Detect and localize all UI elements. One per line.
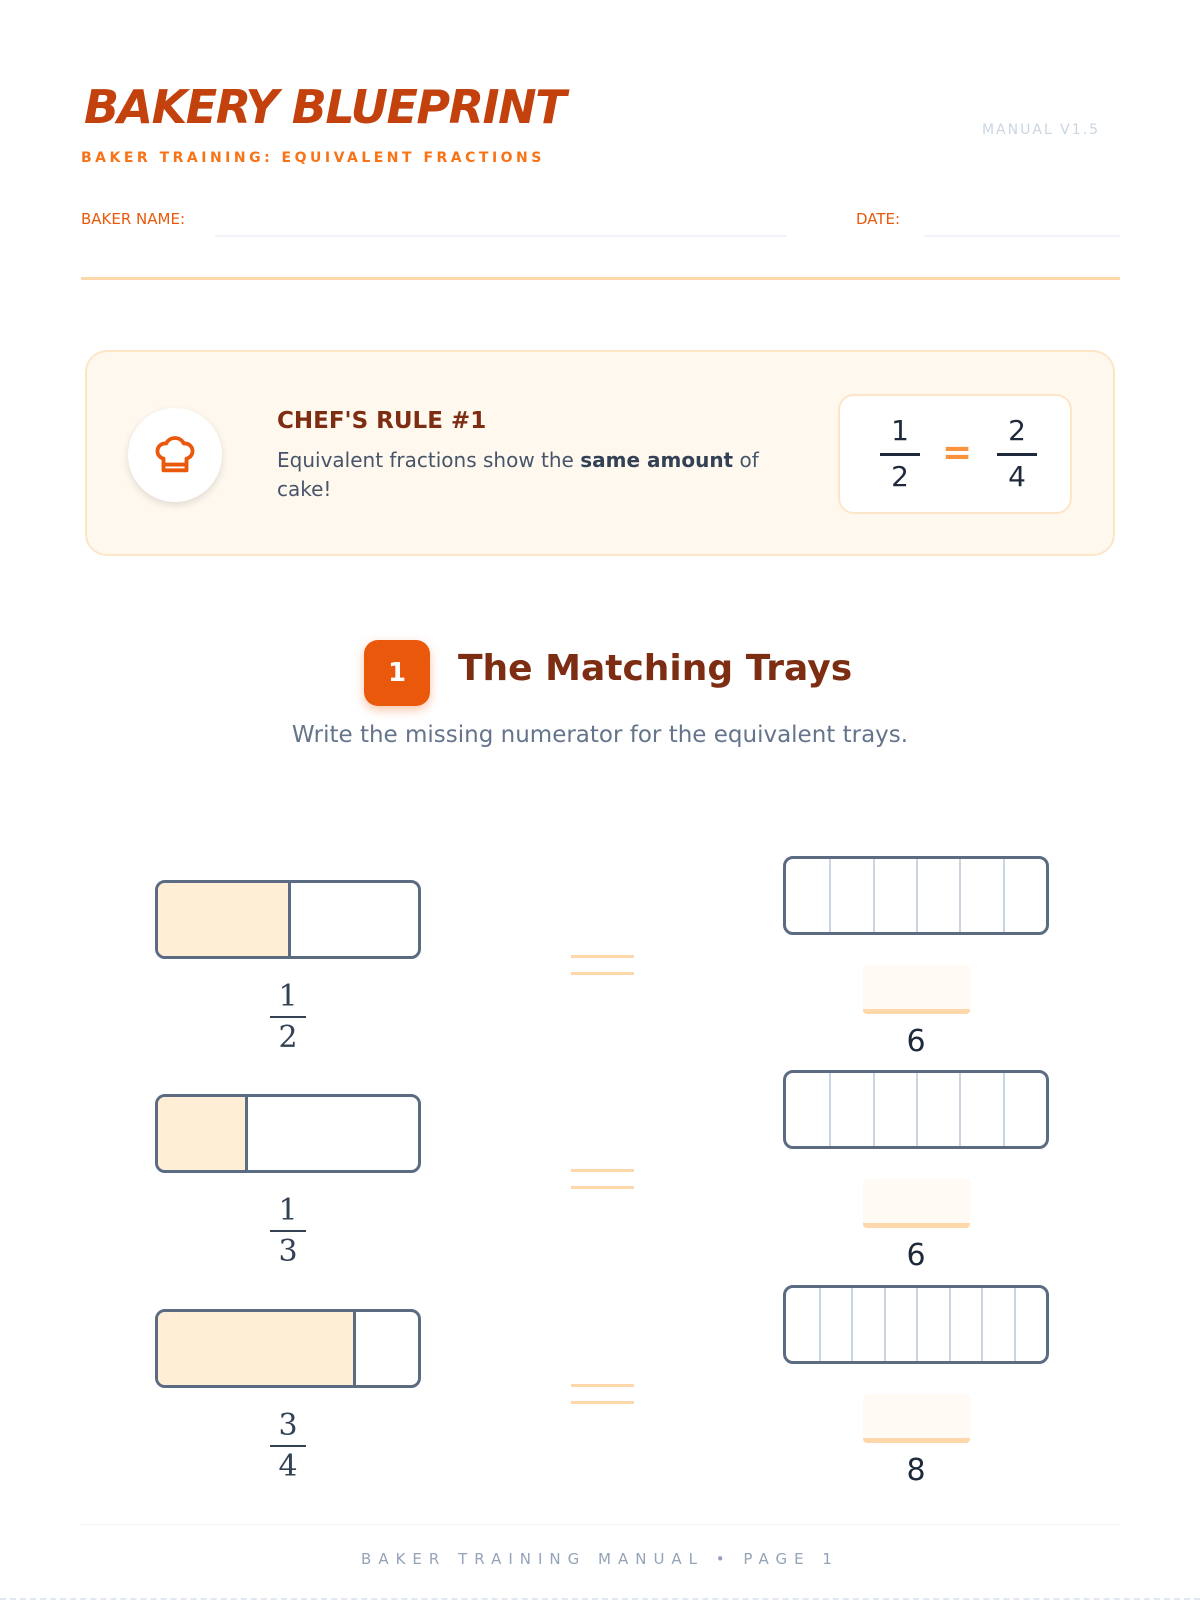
target-denominator: 8 — [906, 1453, 926, 1488]
example-fraction-right — [997, 414, 1037, 493]
denominator: 2 — [278, 1020, 298, 1055]
chef-hat-badge — [128, 408, 222, 502]
missing-numerator-input[interactable] — [863, 1394, 970, 1443]
tray-partition — [959, 1073, 961, 1146]
tray-filled-portion — [158, 1312, 356, 1385]
rule-title: CHEF'S RULE #1 — [277, 408, 487, 434]
denominator: 3 — [278, 1234, 298, 1269]
equals-sign — [571, 1169, 634, 1189]
tray-partition — [829, 859, 831, 932]
given-tray — [155, 1094, 421, 1173]
tray-partition — [1003, 1073, 1005, 1146]
rule-text-part: of cake! — [277, 448, 759, 501]
numerator: 2 — [1008, 414, 1026, 447]
rule-text-bold: same amount — [580, 448, 734, 472]
given-fraction — [258, 1193, 318, 1269]
tray-partition — [873, 859, 875, 932]
baker-name-label: BAKER NAME: — [81, 210, 186, 228]
date-field[interactable] — [924, 235, 1120, 237]
denominator: 4 — [1008, 460, 1026, 493]
tray-partition — [959, 859, 961, 932]
equals-sign: = — [942, 432, 973, 473]
tray-partition — [1003, 859, 1005, 932]
target-tray — [783, 1285, 1049, 1364]
tray-partition — [981, 1288, 983, 1361]
given-tray — [155, 1309, 421, 1388]
numerator: 1 — [891, 414, 909, 447]
tray-partition — [916, 859, 918, 932]
tray-partition — [949, 1288, 951, 1361]
missing-numerator-input[interactable] — [863, 965, 970, 1014]
numerator: 3 — [278, 1408, 298, 1443]
worksheet-subtitle: BAKER TRAINING: EQUIVALENT FRACTIONS — [81, 150, 545, 166]
page-footer: BAKER TRAINING MANUAL • PAGE 1 — [361, 1550, 839, 1568]
tray-partition — [884, 1288, 886, 1361]
numerator: 1 — [278, 979, 298, 1014]
missing-numerator-input[interactable] — [863, 1179, 970, 1228]
section-title: The Matching Trays — [458, 648, 853, 689]
chef-hat-icon — [152, 432, 198, 478]
tray-partition — [1014, 1288, 1016, 1361]
manual-version: MANUAL V1.5 — [981, 122, 1100, 138]
tray-filled-portion — [158, 1097, 248, 1170]
numerator: 1 — [278, 1193, 298, 1228]
tray-partition — [851, 1288, 853, 1361]
target-denominator: 6 — [906, 1238, 926, 1273]
target-tray — [783, 856, 1049, 935]
denominator: 2 — [891, 460, 909, 493]
given-fraction — [258, 1408, 318, 1484]
given-fraction — [258, 979, 318, 1055]
worksheet-title: BAKERY BLUEPRINT — [84, 80, 566, 134]
footer-divider — [81, 1524, 1120, 1525]
tray-partition — [916, 1288, 918, 1361]
example-fraction-left — [880, 414, 920, 493]
header-divider — [81, 277, 1120, 280]
tray-partition — [829, 1073, 831, 1146]
rule-text-part: Equivalent fractions show the — [277, 448, 581, 472]
given-tray — [155, 880, 421, 959]
rule-text — [277, 446, 797, 504]
target-denominator: 6 — [906, 1024, 926, 1059]
tray-partition — [873, 1073, 875, 1146]
tray-partition — [916, 1073, 918, 1146]
equals-sign — [571, 1384, 634, 1404]
denominator: 4 — [278, 1449, 298, 1484]
tray-filled-portion — [158, 883, 291, 956]
tray-partition — [819, 1288, 821, 1361]
section-number-badge: 1 — [364, 640, 430, 706]
date-label: DATE: — [856, 210, 901, 228]
baker-name-field[interactable] — [215, 235, 787, 237]
target-tray — [783, 1070, 1049, 1149]
equals-sign — [571, 955, 634, 975]
section-instruction: Write the missing numerator for the equivalent trays. — [291, 722, 909, 748]
